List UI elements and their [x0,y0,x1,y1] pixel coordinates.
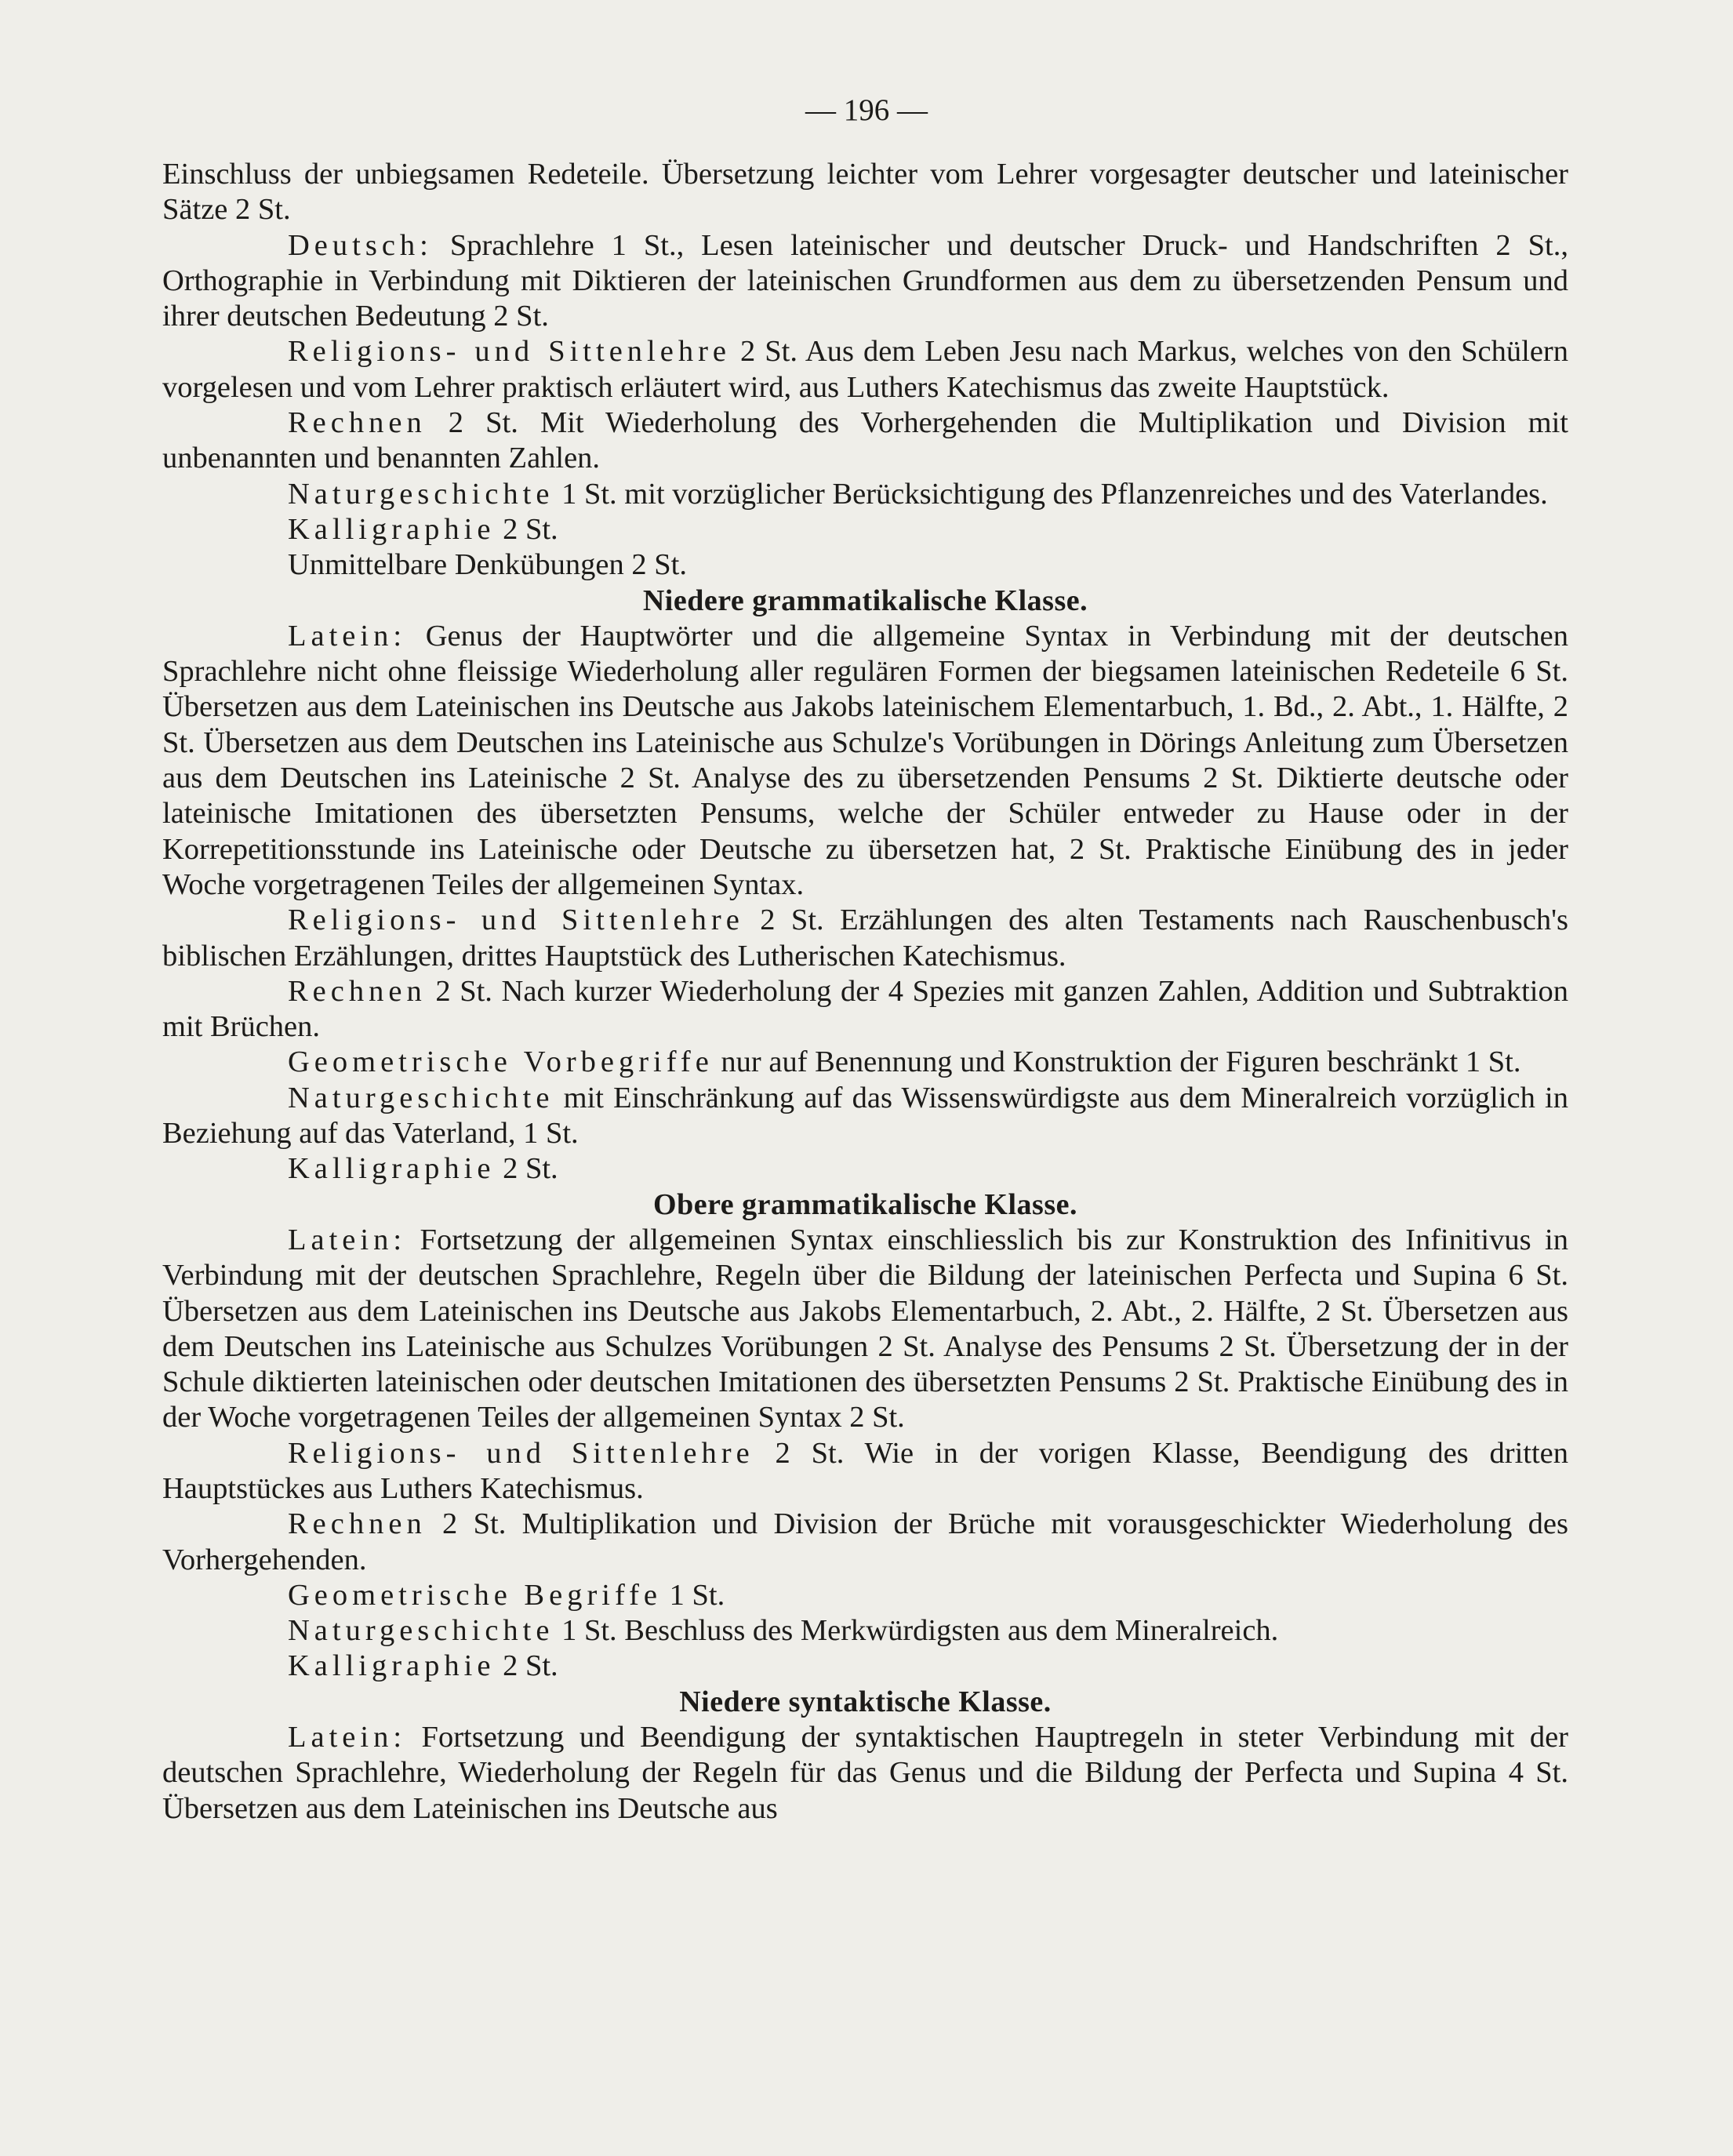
paragraph-naturgeschichte: Naturgeschichte mit Einschränkung auf das Wissenswürdigste aus dem Mineralreich vorzüglich in Beziehung auf das Vaterland, 1 St. [162,1081,1568,1151]
section-heading: Obere grammatikalische Klasse. [653,1187,1077,1221]
paragraph-religion: Religions- und Sittenlehre 2 St. Aus dem Leben Jesu nach Markus, welches von den Schülern vorgelesen und vom Lehrer praktisch erläutert wird, aus Luthers Katechismus das zweite Hauptstück. [162,335,1568,404]
paragraph-rechnen: Rechnen 2 St. Multiplikation und Division der Brüche mit vorausgeschickter Wiederholung des Vorhergehenden. [162,1507,1568,1576]
section-heading: Niedere syntaktische Klasse. [679,1685,1052,1718]
body-text [162,157,1568,1827]
subject-label: Naturgeschichte [288,1081,554,1114]
subject-label: Geometrische Vorbegriffe [288,1045,714,1079]
paragraph-latein: Latein: Genus der Hauptwörter und die allgemeine Syntax in Verbindung mit der deutschen Sprachlehre nicht ohne fleissige Wiederholung aller regulären Formen der biegsamen lateinischen Redeteile 6 St. Übersetzen aus dem Lateinischen ins Deutsche aus Jakobs lateinischem Elementarbuch, 1. Bd., 2. Abt., 1. Hälfte, 2 St. Übersetzen aus dem Deutschen ins Lateinische aus Schulze's Vorübungen in Dörings Anleitung zum Übersetzen aus dem Deutschen ins Lateinische 2 St. Analyse des zu übersetzenden Pensums 2 St. Diktierte deutsche oder lateinische Imitationen des übersetzten Pensums, welche der Schüler entweder zu Hause oder in der Korrepetitionsstunde ins Lateinische oder Deutsche zu übersetzen hat, 2 St. Praktische Einübung des in jeder Woche vorgetragenen Teiles der allgemeinen Syntax. [162,619,1568,901]
subject-label: Rechnen [288,1507,427,1541]
subject-label: Kalligraphie [288,1152,496,1186]
paragraph-naturgeschichte: Naturgeschichte 1 St. mit vorzüglicher Berücksichtigung des Pflanzenreiches und des Vaterlandes. [288,477,1548,511]
subject-label: Geometrische Begriffe [288,1578,662,1612]
subject-label: Naturgeschichte [288,477,554,511]
paragraph-kalligraphie: Kalligraphie 2 St. [288,1649,558,1683]
paragraph-latein: Latein: Fortsetzung und Beendigung der syntaktischen Hauptregeln in steter Verbindung mit der deutschen Sprachlehre, Wiederholung der Regeln für das Genus und die Bildung der Perfecta und Supina 4 St. Übersetzen aus dem Lateinischen ins Deutsche aus [162,1721,1568,1825]
subject-label: Rechnen [288,406,427,440]
subject-label: Naturgeschichte [288,1614,554,1648]
paragraph-geometrie: Geometrische Begriffe 1 St. [288,1578,725,1612]
paragraph-geometrie: Geometrische Vorbegriffe nur auf Benennung und Konstruktion der Figuren beschränkt 1 St. [288,1045,1521,1079]
paragraph-kalligraphie: Kalligraphie 2 St. [288,512,558,546]
paragraph-religion: Religions- und Sittenlehre 2 St. Erzählungen des alten Testaments nach Rauschenbusch's biblischen Erzählungen, drittes Hauptstück des Lutherischen Katechismus. [162,903,1568,973]
paragraph-kalligraphie: Kalligraphie 2 St. [288,1152,558,1186]
paragraph: Einschluss der unbiegsamen Redeteile. Übersetzung leichter vom Lehrer vorgesagter deutscher und lateinischer Sätze 2 St. [162,158,1568,227]
paragraph-naturgeschichte: Naturgeschichte 1 St. Beschluss des Merkwürdigsten aus dem Mineralreich. [288,1614,1279,1648]
paragraph-rechnen: Rechnen 2 St. Mit Wiederholung des Vorhergehenden die Multiplikation und Division mit unbenannten und benannten Zahlen. [162,406,1568,475]
paragraph-deutsch: Deutsch: Sprachlehre 1 St., Lesen lateinischer und deutscher Druck- und Handschriften 2 St., Orthographie in Verbindung mit Diktieren der lateinischen Grundformen aus dem zu übersetzenden Pensum und ihrer deutschen Bedeutung 2 St. [162,228,1568,333]
subject-label: Latein: [288,1223,407,1256]
paragraph-latein: Latein: Fortsetzung der allgemeinen Syntax einschliesslich bis zur Konstruktion des Infinitivus in Verbindung mit der deutschen Sprachlehre, Regeln über die Bildung der lateinischen Perfecta und Supina 6 St. Übersetzen aus dem Lateinischen ins Deutsche aus Jakobs Elementarbuch, 2. Abt., 2. Hälfte, 2 St. Übersetzen aus dem Deutschen ins Lateinische aus Schulzes Vorübungen 2 St. Analyse des Pensums 2 St. Übersetzung der in der Schule diktierten lateinischen oder deutschen Imitationen des übersetzten Pensums 2 St. Praktische Einübung des in der Woche vorgetragenen Teiles der allgemeinen Syntax 2 St. [162,1223,1568,1434]
subject-label: Latein: [288,619,407,653]
paragraph-religion: Religions- und Sittenlehre 2 St. Wie in der vorigen Klasse, Beendigung des dritten Hauptstückes aus Luthers Katechismus. [162,1436,1568,1505]
subject-label: Religions- und Sittenlehre [288,335,731,369]
subject-label: Kalligraphie [288,1649,496,1683]
section-heading: Niedere grammatikalische Klasse. [642,584,1088,617]
page-number: — 196 — [805,93,928,127]
subject-label: Religions- und Sittenlehre [288,1436,754,1470]
subject-label: Latein: [288,1721,407,1754]
subject-label: Kalligraphie [288,512,496,546]
subject-label: Rechnen [288,974,427,1008]
paragraph-denkuebungen: Unmittelbare Denkübungen 2 St. [288,548,687,582]
subject-label: Religions- und Sittenlehre [288,903,744,937]
paragraph-rechnen: Rechnen 2 St. Nach kurzer Wiederholung der 4 Spezies mit ganzen Zahlen, Addition und Subtraktion mit Brüchen. [162,974,1568,1044]
subject-label: Deutsch: [288,228,433,262]
